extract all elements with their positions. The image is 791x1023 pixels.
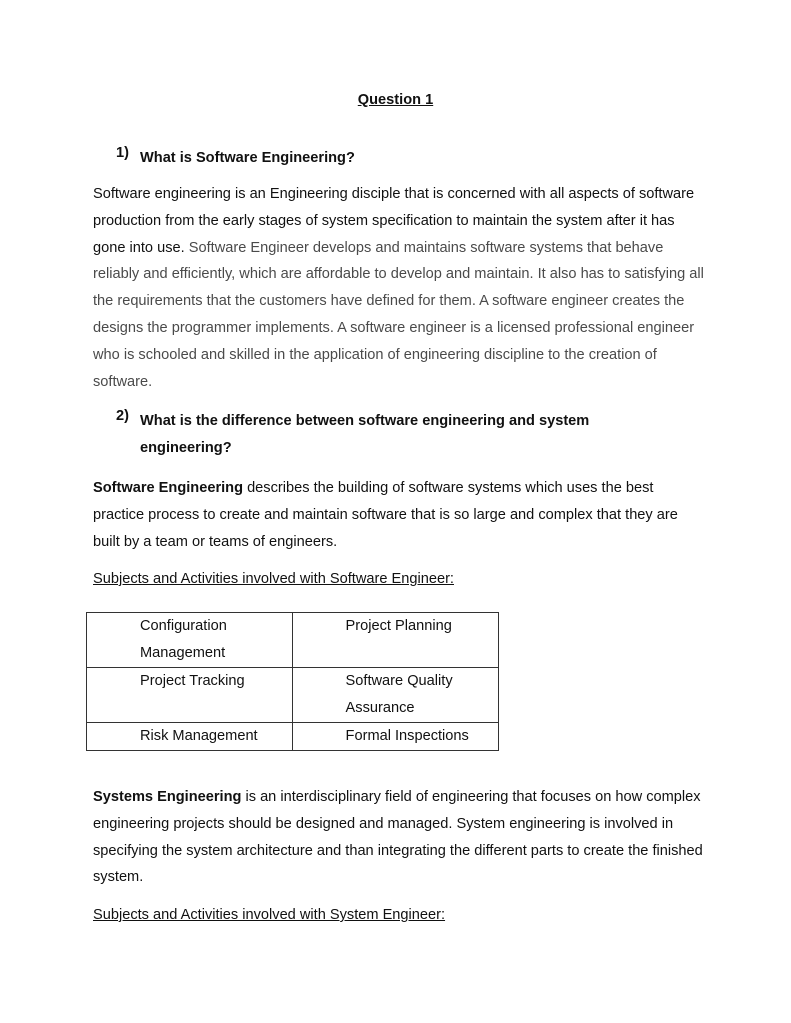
table-cell: Risk Management <box>87 723 293 751</box>
software-subjects-heading: Subjects and Activities involved with Software Engineer: <box>93 571 454 587</box>
table-cell: Project Tracking <box>87 668 293 723</box>
software-engineering-paragraph <box>93 475 705 555</box>
answer-1-paragraph <box>93 181 705 395</box>
table-row <box>87 723 499 751</box>
table-cell: Configuration Management <box>87 613 293 668</box>
question-1-number: 1) <box>116 145 129 161</box>
table-row <box>87 668 499 723</box>
table-cell: Software Quality Assurance <box>292 668 498 723</box>
answer-1-part-2: Software Engineer develops and maintains software systems that behave reliably and efficiently, which are affordable to develop and maintain. It also has to satisfying all the requirements that the customers have defined for them. A software engineer creates the designs the programmer implements. A software engineer is a licensed professional engineer who is schooled and skilled in the application of engineering discipline to the creation of software. <box>93 239 704 390</box>
activities-table <box>86 612 499 751</box>
software-engineering-description: describes the building of software systems which uses the best practice process to create and maintain software that is so large and complex that they are built by a team or teams of engineers. <box>93 480 678 550</box>
systems-engineering-description: is an interdisciplinary field of engineering that focuses on how complex engineering projects should be designed and managed. System engineering is involved in specifying the system architecture and than integrating the different parts to create the finished system. <box>93 789 703 886</box>
answer-1-part-1: Software engineering is an Engineering disciple that is concerned with all aspects of software production from the early stages of system specification to maintain the system after it has gone into use. <box>93 186 695 256</box>
table-cell: Formal Inspections <box>292 723 498 751</box>
system-subjects-heading: Subjects and Activities involved with System Engineer: <box>93 907 446 923</box>
question-2-number: 2) <box>116 408 129 424</box>
table-cell: Project Planning <box>292 613 498 668</box>
page-title: Question 1 <box>357 92 434 108</box>
systems-engineering-paragraph <box>93 784 705 891</box>
table-row <box>87 613 499 668</box>
software-engineering-term: Software Engineering <box>93 480 244 496</box>
systems-engineering-term: Systems Engineering <box>93 789 242 805</box>
question-2-text: What is the difference between software engineering and system engineering? <box>140 413 590 456</box>
question-1-text: What is Software Engineering? <box>140 150 355 166</box>
